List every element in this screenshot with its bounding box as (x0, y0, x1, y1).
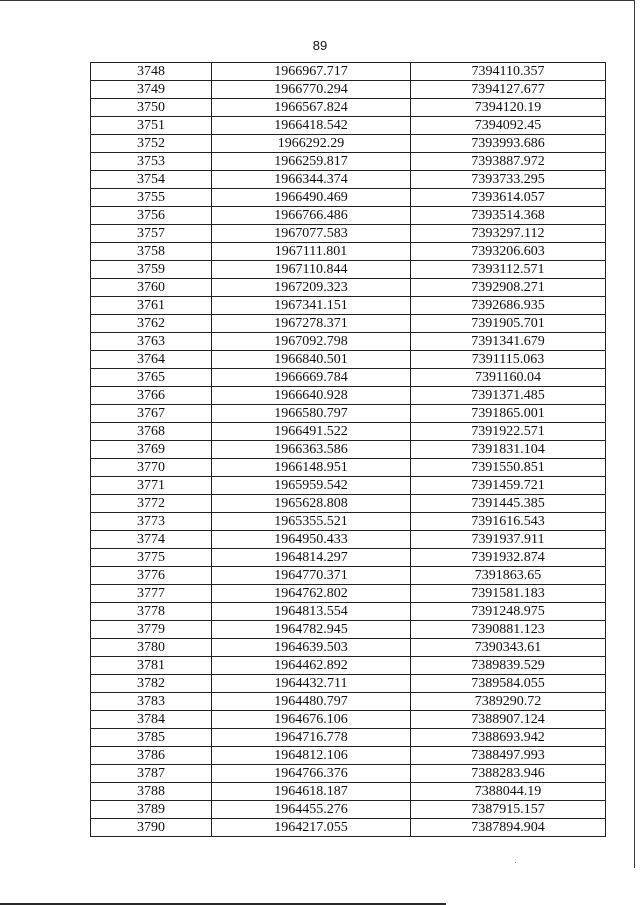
table-row (91, 477, 606, 495)
x-coordinate-cell: 1966840.501 (212, 351, 411, 369)
table-row (91, 639, 606, 657)
y-coordinate-cell: 7393297.112 (411, 225, 606, 243)
table-row (91, 153, 606, 171)
table-row (91, 657, 606, 675)
table-row (91, 261, 606, 279)
table-row (91, 99, 606, 117)
table-row (91, 603, 606, 621)
point-number-cell: 3778 (91, 603, 212, 621)
x-coordinate-cell: 1964770.371 (212, 567, 411, 585)
point-number-cell: 3765 (91, 369, 212, 387)
y-coordinate-cell: 7388044.19 (411, 783, 606, 801)
table-row (91, 513, 606, 531)
y-coordinate-cell: 7393514.368 (411, 207, 606, 225)
x-coordinate-cell: 1967092.798 (212, 333, 411, 351)
y-coordinate-cell: 7391863.65 (411, 567, 606, 585)
x-coordinate-cell: 1966640.928 (212, 387, 411, 405)
point-number-cell: 3753 (91, 153, 212, 171)
table-row (91, 783, 606, 801)
x-coordinate-cell: 1965355.521 (212, 513, 411, 531)
point-number-cell: 3758 (91, 243, 212, 261)
x-coordinate-cell: 1966766.486 (212, 207, 411, 225)
point-number-cell: 3751 (91, 117, 212, 135)
table-row (91, 801, 606, 819)
y-coordinate-cell: 7391115.063 (411, 351, 606, 369)
x-coordinate-cell: 1966770.294 (212, 81, 411, 99)
point-number-cell: 3779 (91, 621, 212, 639)
x-coordinate-cell: 1966490.469 (212, 189, 411, 207)
y-coordinate-cell: 7390881.123 (411, 621, 606, 639)
x-coordinate-cell: 1966418.542 (212, 117, 411, 135)
x-coordinate-cell: 1966344.374 (212, 171, 411, 189)
x-coordinate-cell: 1967341.151 (212, 297, 411, 315)
point-number-cell: 3783 (91, 693, 212, 711)
point-number-cell: 3775 (91, 549, 212, 567)
point-number-cell: 3772 (91, 495, 212, 513)
point-number-cell: 3788 (91, 783, 212, 801)
point-number-cell: 3754 (91, 171, 212, 189)
table-row (91, 63, 606, 81)
table-row (91, 441, 606, 459)
table-row (91, 567, 606, 585)
x-coordinate-cell: 1964716.778 (212, 729, 411, 747)
y-coordinate-cell: 7387894.904 (411, 819, 606, 837)
table-row (91, 279, 606, 297)
y-coordinate-cell: 7388907.124 (411, 711, 606, 729)
table-row (91, 819, 606, 837)
table-row (91, 747, 606, 765)
x-coordinate-cell: 1966567.824 (212, 99, 411, 117)
x-coordinate-cell: 1964480.797 (212, 693, 411, 711)
x-coordinate-cell: 1965628.808 (212, 495, 411, 513)
x-coordinate-cell: 1967111.801 (212, 243, 411, 261)
x-coordinate-cell: 1966259.817 (212, 153, 411, 171)
table-row (91, 405, 606, 423)
x-coordinate-cell: 1967110.844 (212, 261, 411, 279)
y-coordinate-cell: 7394127.677 (411, 81, 606, 99)
y-coordinate-cell: 7393887.972 (411, 153, 606, 171)
y-coordinate-cell: 7391248.975 (411, 603, 606, 621)
table-row (91, 243, 606, 261)
point-number-cell: 3759 (91, 261, 212, 279)
table-row (91, 189, 606, 207)
point-number-cell: 3762 (91, 315, 212, 333)
x-coordinate-cell: 1966491.522 (212, 423, 411, 441)
x-coordinate-cell: 1967209.323 (212, 279, 411, 297)
y-coordinate-cell: 7394120.19 (411, 99, 606, 117)
right-border-line (634, 0, 635, 868)
y-coordinate-cell: 7391371.485 (411, 387, 606, 405)
table-row (91, 333, 606, 351)
y-coordinate-cell: 7393112.571 (411, 261, 606, 279)
y-coordinate-cell: 7391445.385 (411, 495, 606, 513)
x-coordinate-cell: 1966148.951 (212, 459, 411, 477)
point-number-cell: 3760 (91, 279, 212, 297)
table-row (91, 297, 606, 315)
point-number-cell: 3768 (91, 423, 212, 441)
point-number-cell: 3750 (91, 99, 212, 117)
table-row (91, 729, 606, 747)
page-number: 89 (312, 38, 328, 53)
y-coordinate-cell: 7391905.701 (411, 315, 606, 333)
point-number-cell: 3748 (91, 63, 212, 81)
scan-speck (515, 862, 516, 863)
point-number-cell: 3780 (91, 639, 212, 657)
x-coordinate-cell: 1966669.784 (212, 369, 411, 387)
y-coordinate-cell: 7390343.61 (411, 639, 606, 657)
coordinates-table (90, 62, 606, 837)
y-coordinate-cell: 7388693.942 (411, 729, 606, 747)
table-row (91, 675, 606, 693)
x-coordinate-cell: 1966363.586 (212, 441, 411, 459)
table-row (91, 315, 606, 333)
table-row (91, 459, 606, 477)
y-coordinate-cell: 7391831.104 (411, 441, 606, 459)
point-number-cell: 3785 (91, 729, 212, 747)
y-coordinate-cell: 7389839.529 (411, 657, 606, 675)
table-row (91, 585, 606, 603)
x-coordinate-cell: 1964639.503 (212, 639, 411, 657)
point-number-cell: 3781 (91, 657, 212, 675)
point-number-cell: 3767 (91, 405, 212, 423)
y-coordinate-cell: 7392686.935 (411, 297, 606, 315)
point-number-cell: 3790 (91, 819, 212, 837)
point-number-cell: 3787 (91, 765, 212, 783)
y-coordinate-cell: 7388283.946 (411, 765, 606, 783)
y-coordinate-cell: 7389290.72 (411, 693, 606, 711)
y-coordinate-cell: 7391922.571 (411, 423, 606, 441)
table-row (91, 207, 606, 225)
y-coordinate-cell: 7394092.45 (411, 117, 606, 135)
y-coordinate-cell: 7391937.911 (411, 531, 606, 549)
table-row (91, 495, 606, 513)
point-number-cell: 3771 (91, 477, 212, 495)
point-number-cell: 3757 (91, 225, 212, 243)
point-number-cell: 3776 (91, 567, 212, 585)
point-number-cell: 3777 (91, 585, 212, 603)
point-number-cell: 3752 (91, 135, 212, 153)
x-coordinate-cell: 1967278.371 (212, 315, 411, 333)
coordinates-table-body (91, 63, 606, 837)
table-row (91, 171, 606, 189)
point-number-cell: 3761 (91, 297, 212, 315)
y-coordinate-cell: 7394110.357 (411, 63, 606, 81)
x-coordinate-cell: 1964812.106 (212, 747, 411, 765)
y-coordinate-cell: 7387915.157 (411, 801, 606, 819)
y-coordinate-cell: 7393206.603 (411, 243, 606, 261)
point-number-cell: 3773 (91, 513, 212, 531)
point-number-cell: 3784 (91, 711, 212, 729)
table-row (91, 531, 606, 549)
x-coordinate-cell: 1966580.797 (212, 405, 411, 423)
x-coordinate-cell: 1964950.433 (212, 531, 411, 549)
table-row (91, 693, 606, 711)
x-coordinate-cell: 1967077.583 (212, 225, 411, 243)
x-coordinate-cell: 1964462.892 (212, 657, 411, 675)
table-row (91, 135, 606, 153)
x-coordinate-cell: 1964813.554 (212, 603, 411, 621)
table-row (91, 423, 606, 441)
point-number-cell: 3769 (91, 441, 212, 459)
x-coordinate-cell: 1964766.376 (212, 765, 411, 783)
y-coordinate-cell: 7388497.993 (411, 747, 606, 765)
y-coordinate-cell: 7392908.271 (411, 279, 606, 297)
point-number-cell: 3756 (91, 207, 212, 225)
point-number-cell: 3782 (91, 675, 212, 693)
x-coordinate-cell: 1966292.29 (212, 135, 411, 153)
table-row (91, 387, 606, 405)
table-row (91, 711, 606, 729)
table-row (91, 765, 606, 783)
y-coordinate-cell: 7393733.295 (411, 171, 606, 189)
x-coordinate-cell: 1964455.276 (212, 801, 411, 819)
x-coordinate-cell: 1965959.542 (212, 477, 411, 495)
x-coordinate-cell: 1964618.187 (212, 783, 411, 801)
x-coordinate-cell: 1964762.802 (212, 585, 411, 603)
point-number-cell: 3789 (91, 801, 212, 819)
x-coordinate-cell: 1964217.055 (212, 819, 411, 837)
table-row (91, 549, 606, 567)
y-coordinate-cell: 7391459.721 (411, 477, 606, 495)
point-number-cell: 3755 (91, 189, 212, 207)
point-number-cell: 3786 (91, 747, 212, 765)
point-number-cell: 3766 (91, 387, 212, 405)
y-coordinate-cell: 7391865.001 (411, 405, 606, 423)
y-coordinate-cell: 7393993.686 (411, 135, 606, 153)
table-row (91, 369, 606, 387)
top-border-line (0, 0, 634, 1)
x-coordinate-cell: 1964676.106 (212, 711, 411, 729)
x-coordinate-cell: 1964814.297 (212, 549, 411, 567)
table-row (91, 225, 606, 243)
table-row (91, 621, 606, 639)
y-coordinate-cell: 7391616.543 (411, 513, 606, 531)
y-coordinate-cell: 7391932.874 (411, 549, 606, 567)
table-row (91, 81, 606, 99)
table-row (91, 351, 606, 369)
point-number-cell: 3764 (91, 351, 212, 369)
x-coordinate-cell: 1966967.717 (212, 63, 411, 81)
x-coordinate-cell: 1964432.711 (212, 675, 411, 693)
x-coordinate-cell: 1964782.945 (212, 621, 411, 639)
point-number-cell: 3749 (91, 81, 212, 99)
point-number-cell: 3774 (91, 531, 212, 549)
point-number-cell: 3763 (91, 333, 212, 351)
y-coordinate-cell: 7389584.055 (411, 675, 606, 693)
y-coordinate-cell: 7391550.851 (411, 459, 606, 477)
y-coordinate-cell: 7391341.679 (411, 333, 606, 351)
point-number-cell: 3770 (91, 459, 212, 477)
table-row (91, 117, 606, 135)
y-coordinate-cell: 7391160.04 (411, 369, 606, 387)
y-coordinate-cell: 7393614.057 (411, 189, 606, 207)
y-coordinate-cell: 7391581.183 (411, 585, 606, 603)
